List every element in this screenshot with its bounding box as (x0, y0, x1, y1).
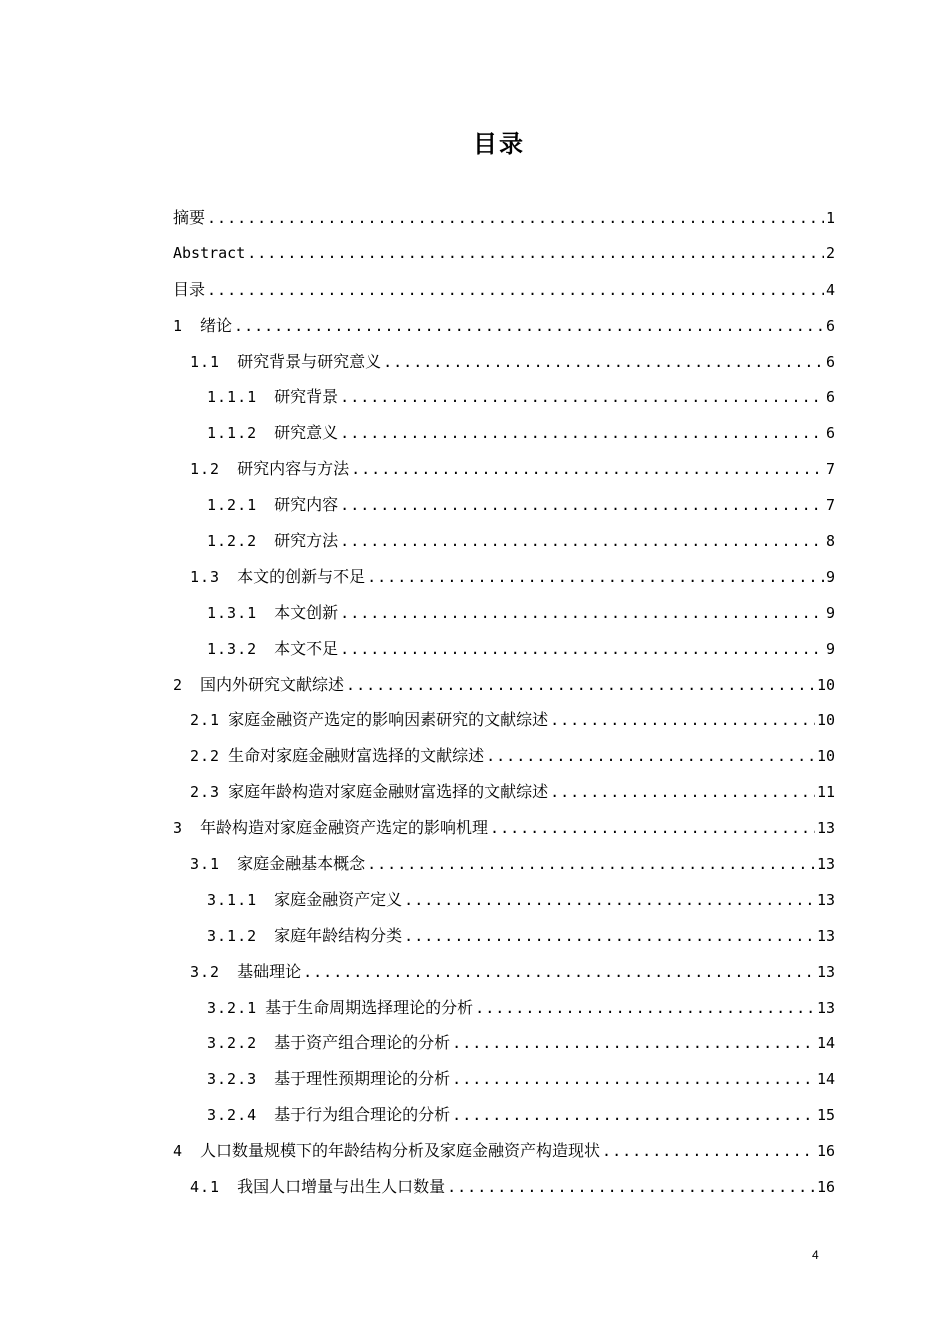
toc-entry-title: 家庭金融基本概念 (237, 854, 366, 874)
toc-entry[interactable] (173, 487, 835, 523)
toc-dot-leader (550, 775, 815, 811)
page-title: 目录 (473, 130, 525, 158)
toc-entry-number: 3.2.4 (207, 1106, 258, 1125)
toc-entry[interactable] (173, 1169, 835, 1205)
toc-dot-leader (340, 416, 824, 452)
toc-entry-number: 2.2 (190, 747, 221, 766)
toc-dot-leader (340, 380, 824, 416)
toc-dot-leader (404, 919, 815, 955)
toc-entry-page: 4 (825, 280, 835, 299)
toc-entry-number: 3 (173, 819, 184, 838)
toc-entry-title: 基础理论 (237, 961, 302, 981)
toc-entry-title: 家庭年龄结构分类 (274, 925, 403, 945)
toc-entry-number: 1.1.1 (207, 388, 258, 407)
toc-entry-page: 6 (825, 424, 835, 443)
toc-entry-title: 研究背景与研究意义 (237, 351, 382, 371)
toc-entry-title: 基于行为组合理论的分析 (274, 1105, 451, 1125)
toc-entry-title: 家庭金融资产定义 (274, 889, 403, 909)
toc-entry-number: 2.3 (190, 783, 221, 802)
toc-entry[interactable] (173, 236, 835, 272)
toc-entry[interactable] (173, 990, 835, 1026)
toc-entry-number: 3.1 (190, 855, 221, 874)
toc-entry-title: 国内外研究文献综述 (200, 674, 345, 694)
toc-entry-title: 研究方法 (274, 531, 339, 551)
toc-entry-number: 1.3.2 (207, 639, 258, 658)
toc-entry-number: 1.2.2 (207, 532, 258, 551)
toc-entry-page: 1 (825, 209, 835, 227)
toc-entry-page: 10 (816, 711, 835, 730)
toc-entry-page: 16 (816, 1142, 835, 1161)
toc-entry[interactable] (173, 882, 835, 918)
toc-entry-title: 研究内容与方法 (237, 459, 350, 479)
table-of-contents (173, 200, 835, 1205)
toc-entry[interactable] (173, 308, 835, 344)
toc-dot-leader (490, 811, 815, 847)
toc-entry-number: 3.2.3 (207, 1070, 258, 1089)
toc-entry-title: 摘要 (173, 208, 206, 227)
toc-entry-page: 6 (825, 316, 835, 335)
toc-entry[interactable] (173, 1133, 835, 1169)
toc-entry[interactable] (173, 200, 835, 236)
toc-entry-number: 1.1 (190, 352, 221, 371)
toc-entry[interactable] (173, 774, 835, 810)
toc-entry-page: 7 (825, 460, 835, 479)
toc-entry-number: 2 (173, 675, 184, 694)
toc-entry-page: 6 (825, 388, 835, 407)
toc-entry[interactable] (173, 272, 835, 308)
toc-entry-page: 10 (816, 747, 835, 766)
toc-entry-number: 4 (173, 1142, 184, 1161)
toc-entry-title: 人口数量规模下的年龄结构分析及家庭金融资产构造现状 (200, 1141, 601, 1161)
toc-entry-page: 8 (825, 532, 835, 551)
toc-dot-leader (486, 739, 815, 775)
toc-entry-page: 10 (816, 675, 835, 694)
toc-entry-number: 1.2 (190, 460, 221, 479)
toc-entry-page: 16 (816, 1178, 835, 1197)
toc-entry-page: 15 (816, 1106, 835, 1125)
toc-dot-leader (340, 596, 824, 632)
toc-dot-leader (207, 273, 824, 309)
toc-entry[interactable] (173, 954, 835, 990)
toc-entry[interactable] (173, 918, 835, 954)
toc-dot-leader (346, 668, 815, 704)
toc-entry-page: 13 (816, 855, 835, 874)
toc-dot-leader (452, 1026, 815, 1062)
toc-entry-title: 家庭年龄构造对家庭金融财富选择的文献综述 (228, 782, 549, 802)
toc-entry-number: 3.1.1 (207, 890, 258, 909)
toc-entry-title: 我国人口增量与出生人口数量 (237, 1177, 446, 1197)
toc-entry[interactable] (173, 523, 835, 559)
toc-entry[interactable] (173, 846, 835, 882)
toc-dot-leader (452, 1098, 815, 1134)
toc-entry-title: 本文不足 (274, 638, 339, 658)
toc-entry-number: 2.1 (190, 711, 221, 730)
toc-entry-number: 3.2.1 (207, 998, 258, 1017)
toc-entry[interactable] (173, 738, 835, 774)
toc-entry-page: 13 (816, 890, 835, 909)
toc-dot-leader (447, 1170, 815, 1206)
toc-entry[interactable] (173, 344, 835, 380)
toc-entry-page: 13 (816, 819, 835, 838)
toc-entry-title: 基于资产组合理论的分析 (274, 1033, 451, 1053)
toc-entry-page: 14 (816, 1070, 835, 1089)
toc-dot-leader (475, 991, 815, 1027)
toc-dot-leader (367, 560, 824, 596)
toc-entry-number: 3.1.2 (207, 926, 258, 945)
toc-dot-leader (383, 345, 824, 381)
toc-dot-leader (234, 309, 824, 345)
toc-entry-title: 研究内容 (274, 495, 339, 515)
toc-dot-leader (340, 632, 824, 668)
toc-entry-page: 9 (825, 603, 835, 622)
toc-dot-leader (207, 201, 824, 237)
toc-entry-number: 1 (173, 316, 184, 335)
toc-entry-page: 13 (816, 998, 835, 1017)
toc-dot-leader (247, 236, 824, 272)
toc-entry-page: 13 (816, 962, 835, 981)
toc-entry-number: 1.3 (190, 567, 221, 586)
toc-dot-leader (340, 488, 824, 524)
toc-entry[interactable] (173, 702, 835, 738)
toc-entry-page: 11 (816, 783, 835, 802)
toc-entry-page: 7 (825, 496, 835, 515)
toc-entry[interactable] (173, 631, 835, 667)
toc-entry-number: 3.2 (190, 962, 221, 981)
toc-entry-page: 6 (825, 352, 835, 371)
toc-entry-title: 基于理性预期理论的分析 (274, 1069, 451, 1089)
toc-entry[interactable] (173, 451, 835, 487)
toc-entry-title: 基于生命周期选择理论的分析 (265, 997, 474, 1017)
toc-dot-leader (351, 452, 824, 488)
toc-entry[interactable] (173, 379, 835, 415)
toc-dot-leader (602, 1134, 815, 1170)
toc-entry[interactable] (173, 415, 835, 451)
toc-entry-title: 生命对家庭金融财富选择的文献综述 (228, 746, 485, 766)
toc-entry-title: Abstract (173, 243, 246, 262)
toc-entry-number: 3.2.2 (207, 1034, 258, 1053)
toc-entry[interactable] (173, 595, 835, 631)
toc-entry-number: 1.1.2 (207, 424, 258, 443)
toc-entry[interactable] (173, 1025, 835, 1061)
toc-entry-page: 13 (816, 926, 835, 945)
page-number: 4 (812, 1248, 819, 1262)
toc-entry[interactable] (173, 1061, 835, 1097)
toc-dot-leader (367, 847, 815, 883)
toc-dot-leader (340, 524, 824, 560)
toc-entry-number: 1.3.1 (207, 603, 258, 622)
toc-dot-leader (303, 955, 815, 991)
toc-entry-title: 家庭金融资产选定的影响因素研究的文献综述 (228, 710, 549, 730)
toc-entry-title: 研究意义 (274, 423, 339, 443)
toc-entry[interactable] (173, 1097, 835, 1133)
toc-entry[interactable] (173, 559, 835, 595)
toc-entry-page: 9 (825, 567, 835, 586)
toc-entry-number: 1.2.1 (207, 496, 258, 515)
toc-entry-title: 绪论 (200, 315, 233, 335)
toc-entry-title: 年龄构造对家庭金融资产选定的影响机理 (200, 818, 489, 838)
toc-entry-title: 目录 (173, 279, 206, 299)
toc-entry[interactable] (173, 667, 835, 703)
toc-dot-leader (404, 883, 815, 919)
toc-entry-title: 本文的创新与不足 (237, 566, 366, 586)
toc-entry-page: 14 (816, 1034, 835, 1053)
toc-entry[interactable] (173, 810, 835, 846)
toc-dot-leader (550, 703, 815, 739)
toc-entry-title: 本文创新 (274, 602, 339, 622)
toc-entry-number: 4.1 (190, 1178, 221, 1197)
toc-entry-page: 9 (825, 639, 835, 658)
toc-entry-page: 2 (825, 243, 835, 262)
toc-entry-title: 研究背景 (274, 387, 339, 407)
toc-dot-leader (452, 1062, 815, 1098)
